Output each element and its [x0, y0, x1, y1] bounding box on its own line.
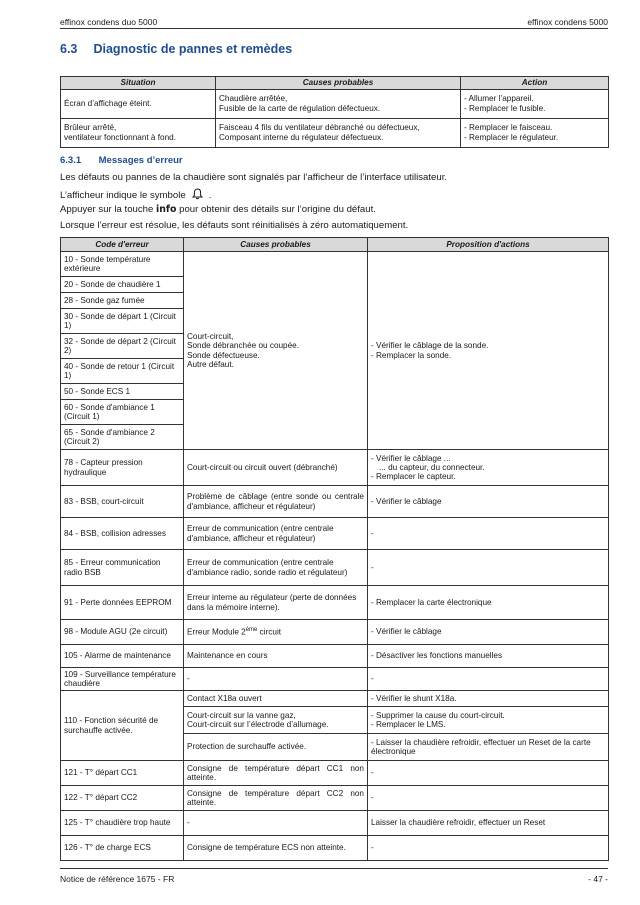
column-header: Causes probables [216, 77, 461, 90]
action-cell [461, 118, 609, 147]
action-cell: - Vérifier le shunt X18a. [368, 691, 609, 707]
error-code-cell: 98 - Module AGU (2e circuit) [61, 620, 184, 645]
action-line: - Vérifier le câblage ... [371, 453, 451, 463]
table-row [61, 89, 609, 118]
info-key-label: info [156, 204, 177, 215]
cause-text: Erreur Module 2 [187, 627, 246, 637]
action-cell: - [368, 786, 609, 811]
subsection-title: Messages d’erreur [98, 155, 183, 166]
action-line: - Vérifier le câblage de la sonde. [371, 341, 489, 351]
causes-cell: Consigne de température départ CC1 non atteinte. [184, 761, 368, 786]
table-row [61, 550, 609, 586]
header-left: effinox condens duo 5000 [60, 17, 158, 27]
column-header: Proposition d'actions [368, 238, 609, 252]
action-cell: - [368, 668, 609, 691]
table-row [61, 786, 609, 811]
action-line: - Remplacer le faisceau. [464, 123, 553, 132]
causes-cell: Erreur de communication (entre centrale d'ambiance radio, sonde radio et régulateur) [184, 550, 368, 586]
error-code-cell: 125 - T° chaudière trop haute [61, 811, 184, 836]
paragraph [60, 204, 376, 215]
action-line: ... du capteur, du connecteur. [379, 462, 485, 472]
cause-text: circuit [257, 627, 282, 637]
action-cell [368, 450, 609, 486]
cause-line: Court-circuit sur la vanne gaz, [187, 710, 296, 720]
table-row [61, 118, 609, 147]
column-header: Action [461, 77, 609, 90]
causes-cell: Contact X18a ouvert [184, 691, 368, 707]
action-line: - Remplacer la sonde. [371, 350, 452, 360]
paragraph-text: . [208, 190, 212, 201]
causes-cell: Protection de surchauffe activée. [184, 734, 368, 761]
error-code-cell: 84 - BSB, collision adresses [61, 518, 184, 550]
action-cell: - [368, 761, 609, 786]
causes-cell: - [184, 668, 368, 691]
page-footer [60, 868, 608, 885]
header-right: effinox condens 5000 [527, 17, 608, 27]
table-row [61, 586, 609, 620]
causes-cell [216, 89, 461, 118]
section-number: 6.3 [60, 42, 78, 56]
table-header-row [61, 238, 609, 252]
action-cell: - [368, 550, 609, 586]
action-line: - Remplacer le régulateur. [464, 132, 559, 142]
error-code-cell: 109 - Surveillance température chaudière [61, 668, 184, 691]
error-code-cell: 110 - Fonction sécurité de surchauffe activée. [61, 691, 184, 761]
action-cell: - Vérifier le câblage [368, 486, 609, 518]
action-cell [368, 707, 609, 734]
causes-cell: - [184, 811, 368, 836]
action-cell: - Vérifier le câblage [368, 620, 609, 645]
cause-superscript: ème [245, 627, 258, 633]
causes-cell: Problème de câblage (entre sonde ou centrale d'ambiance, afficheur et régulateur) [184, 486, 368, 518]
error-code-cell: 40 - Sonde de retour 1 (Circuit 1) [61, 359, 184, 384]
causes-cell: Consigne de température ECS non atteinte. [184, 836, 368, 861]
cause-line: Court-circuit, [187, 331, 234, 341]
action-cell: - [368, 836, 609, 861]
action-cell: - Désactiver les fonctions manuelles [368, 645, 609, 668]
table-row [61, 518, 609, 550]
error-code-cell: 91 - Perte données EEPROM [61, 586, 184, 620]
footer-left: Notice de référence 1675 - FR [60, 874, 175, 884]
action-line: - Remplacer le fusible. [464, 103, 546, 113]
causes-cell [216, 118, 461, 147]
table-row [61, 252, 609, 277]
error-code-cell: 85 - Erreur communication radio BSB [61, 550, 184, 586]
causes-cell: Erreur interne au régulateur (perte de données dans la mémoire interne). [184, 586, 368, 620]
action-cell: - Remplacer la carte électronique [368, 586, 609, 620]
table-row [61, 691, 609, 707]
error-code-cell: 10 - Sonde température extérieure [61, 252, 184, 277]
paragraph [60, 188, 211, 203]
causes-cell: Consigne de température départ CC2 non atteinte. [184, 786, 368, 811]
cause-line: Court-circuit sur l’électrode d’allumage. [187, 720, 329, 729]
causes-cell [184, 252, 368, 450]
action-cell [461, 89, 609, 118]
error-code-cell: 65 - Sonde d'ambiance 2 (Circuit 2) [61, 425, 184, 450]
table-row [61, 450, 609, 486]
table-row [61, 486, 609, 518]
causes-cell: Erreur de communication (entre centrale d'ambiance, afficheur et régulateur) [184, 518, 368, 550]
table-header-row [61, 77, 609, 90]
column-header: Code d'erreur [61, 238, 184, 252]
table-row [61, 620, 609, 645]
causes-cell: Court-circuit ou circuit ouvert (débranché) [184, 450, 368, 486]
error-code-cell: 50 - Sonde ECS 1 [61, 384, 184, 400]
table-row [61, 836, 609, 861]
cause-line: Autre défaut. [187, 359, 234, 369]
cause-line: Composant interne du régulateur défectueux. [219, 132, 384, 142]
causes-cell: Maintenance en cours [184, 645, 368, 668]
cause-line: Sonde débranchée ou coupée. [187, 341, 299, 351]
action-cell: - Laisser la chaudière refroidir, effectuer un Reset de la carte électronique [368, 734, 609, 761]
error-code-cell: 83 - BSB, court-circuit [61, 486, 184, 518]
action-cell: - [368, 518, 609, 550]
column-header: Situation [61, 77, 216, 90]
error-code-cell: 78 - Capteur pression hydraulique [61, 450, 184, 486]
error-code-cell: 32 - Sonde de départ 2 (Circuit 2) [61, 334, 184, 359]
page-number: - 47 - [588, 874, 608, 884]
paragraph: Lorsque l’erreur est résolue, les défauts sont réinitialisés à zéro automatiquement. [60, 220, 409, 231]
page-header [60, 12, 608, 29]
error-code-cell: 20 - Sonde de chaudière 1 [61, 277, 184, 293]
error-code-cell: 60 - Sonde d'ambiance 1 (Circuit 1) [61, 400, 184, 425]
error-codes-table [60, 237, 609, 861]
error-code-cell: 126 - T° de charge ECS [61, 836, 184, 861]
cause-line: Faisceau 4 fils du ventilateur débranché ou défectueux, [219, 123, 420, 132]
error-code-cell: 105 - Alarme de maintenance [61, 645, 184, 668]
bell-icon [192, 188, 203, 203]
diagnostic-table [60, 76, 609, 148]
action-line: - Supprimer la cause du court-circuit. [371, 710, 505, 720]
action-line: - Allumer l’appareil. [464, 94, 534, 103]
action-line: - Remplacer le LMS. [371, 720, 446, 729]
table-row [61, 811, 609, 836]
table-row [61, 761, 609, 786]
section-title: Diagnostic de pannes et remèdes [93, 42, 293, 56]
subsection-heading [60, 155, 183, 166]
situation-cell: Brûleur arrêté, ventilateur fonctionnant à fond. [61, 118, 216, 147]
table-row [61, 668, 609, 691]
paragraph-text: L’afficheur indique le symbole [60, 190, 186, 201]
error-code-cell: 122 - T° départ CC2 [61, 786, 184, 811]
paragraph-text: pour obtenir des détails sur l’origine du défaut. [179, 204, 376, 215]
subsection-number: 6.3.1 [60, 155, 82, 166]
error-code-cell: 30 - Sonde de départ 1 (Circuit 1) [61, 309, 184, 334]
action-line: - Remplacer le capteur. [371, 472, 456, 482]
cause-line: Chaudière arrêtée, [219, 94, 288, 103]
action-cell: Laisser la chaudière refroidir, effectuer un Reset [368, 811, 609, 836]
action-cell [368, 252, 609, 450]
paragraph: Les défauts ou pannes de la chaudière sont signalés par l’afficheur de l’interface utilisateur. [60, 172, 448, 183]
section-heading [60, 42, 292, 56]
cause-line: Fusible de la carte de régulation défectueux. [219, 103, 381, 113]
cause-line: Sonde défectueuse. [187, 350, 260, 360]
table-row [61, 645, 609, 668]
error-code-cell: 28 - Sonde gaz fumée [61, 293, 184, 309]
paragraph-text: Appuyer sur la touche [60, 204, 154, 215]
causes-cell [184, 620, 368, 645]
situation-cell: Écran d’affichage éteint. [61, 89, 216, 118]
column-header: Causes probables [184, 238, 368, 252]
causes-cell [184, 707, 368, 734]
error-code-cell: 121 - T° départ CC1 [61, 761, 184, 786]
